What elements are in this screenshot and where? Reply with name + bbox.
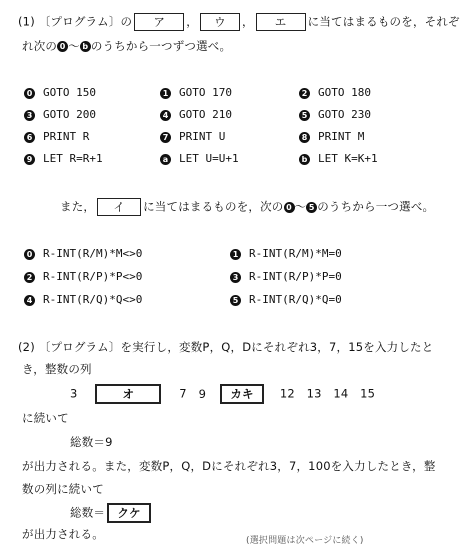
- choice-mark: 0: [284, 202, 295, 213]
- option-code: R-INT(R/Q)*Q=0: [249, 293, 342, 306]
- option-6: [24, 130, 89, 143]
- choice-mark: 1: [230, 249, 241, 260]
- option-code: PRINT U: [179, 130, 226, 143]
- option-1: [160, 86, 232, 99]
- choice-mark: 0: [57, 41, 68, 52]
- seq-number: 7: [179, 386, 187, 401]
- answer-box-o: オ: [95, 384, 161, 404]
- option-code: PRINT M: [318, 130, 365, 143]
- option-code: GOTO 180: [318, 86, 371, 99]
- option-code: GOTO 170: [179, 86, 232, 99]
- question-2-line-3: に続いて: [22, 411, 69, 425]
- option-code: R-INT(R/P)*P=0: [249, 270, 342, 283]
- option-code: GOTO 150: [43, 86, 96, 99]
- option-code: R-INT(R/Q)*Q<>0: [43, 293, 143, 306]
- choice-mark: 5: [306, 202, 317, 213]
- question-2-line-5: 数の列に続いて: [22, 482, 104, 496]
- option-i-2: [24, 270, 142, 283]
- question-number: (1): [18, 14, 35, 29]
- option-a: [160, 152, 239, 165]
- option-code: GOTO 200: [43, 108, 96, 121]
- answer-box-u: ウ: [200, 13, 240, 31]
- total-count-2: [70, 503, 153, 523]
- answer-box-i: イ: [97, 198, 141, 216]
- option-9: [24, 152, 103, 165]
- option-code: GOTO 210: [179, 108, 232, 121]
- option-code: LET R=R+1: [43, 152, 103, 165]
- question-2-line-1: [18, 339, 433, 355]
- option-i-3: [230, 270, 342, 283]
- integer-sequence: [70, 384, 375, 404]
- question-2-line-4: が出力される。また，変数P，Q，Dにそれぞれ3，7，100を入力したとき，整: [22, 459, 436, 473]
- choice-mark: a: [160, 154, 171, 165]
- text: また，: [60, 199, 96, 214]
- question-number: (2): [18, 340, 35, 354]
- option-code: GOTO 230: [318, 108, 371, 121]
- text: 〔プログラム〕を実行し，変数P，Q，Dにそれぞれ3，7，15を入力したと: [38, 340, 434, 354]
- option-i-5: [230, 293, 342, 306]
- answer-box-a: ア: [134, 13, 184, 31]
- choice-mark: 4: [160, 110, 171, 121]
- text: のうちから一つずつ選べ。: [90, 39, 232, 53]
- text: ～: [68, 39, 80, 53]
- option-code: R-INT(R/M)*M<>0: [43, 247, 143, 260]
- choice-mark: 1: [160, 88, 171, 99]
- option-0: [24, 86, 96, 99]
- text: に当てはまるものを，それぞ: [307, 14, 460, 29]
- question-1-line-3: [60, 198, 434, 216]
- answer-box-kaki: カキ: [220, 384, 264, 404]
- text: 総数＝: [70, 505, 106, 520]
- option-code: LET K=K+1: [318, 152, 378, 165]
- option-code: R-INT(R/P)*P<>0: [43, 270, 143, 283]
- choice-mark: 0: [24, 88, 35, 99]
- answer-box-kuke: クケ: [107, 503, 151, 523]
- seq-number: 3: [70, 386, 78, 401]
- choice-mark: 5: [299, 110, 310, 121]
- choice-mark: 3: [230, 272, 241, 283]
- choice-mark: 5: [230, 295, 241, 306]
- text: に当てはまるものを，次の: [143, 199, 284, 214]
- question-1-line-2: [22, 38, 231, 54]
- option-i-1: [230, 247, 342, 260]
- text: れ次の: [22, 39, 58, 53]
- choice-mark: b: [80, 41, 91, 52]
- seq-numbers: 12 13 14 15: [279, 386, 376, 401]
- question-2-line-2: き，整数の列: [22, 362, 92, 376]
- text: ，: [186, 14, 198, 29]
- option-code: R-INT(R/M)*M=0: [249, 247, 342, 260]
- choice-mark: b: [299, 154, 310, 165]
- option-i-4: [24, 293, 142, 306]
- choice-mark: 4: [24, 295, 35, 306]
- choice-mark: 8: [299, 132, 310, 143]
- choice-mark: 3: [24, 110, 35, 121]
- option-7: [160, 130, 225, 143]
- question-2-line-6: が出力される。: [22, 527, 104, 541]
- option-8: [299, 130, 364, 143]
- option-4: [160, 108, 232, 121]
- option-code: PRINT R: [43, 130, 90, 143]
- choice-mark: 2: [299, 88, 310, 99]
- page-continuation-note: (選択問題は次ページに続く): [246, 536, 364, 546]
- choice-mark: 9: [24, 154, 35, 165]
- text: ～: [294, 199, 307, 214]
- option-i-0: [24, 247, 142, 260]
- choice-mark: 6: [24, 132, 35, 143]
- text: 〔プログラム〕の: [38, 14, 133, 29]
- total-count-1: 総数＝9: [70, 435, 113, 449]
- choice-mark: 2: [24, 272, 35, 283]
- option-2: [299, 86, 371, 99]
- option-5: [299, 108, 371, 121]
- choice-mark: 0: [24, 249, 35, 260]
- text: ，: [241, 14, 254, 29]
- option-3: [24, 108, 96, 121]
- option-b: [299, 152, 378, 165]
- choice-mark: 7: [160, 132, 171, 143]
- text: のうちから一つ選べ。: [317, 199, 435, 214]
- answer-box-e: エ: [256, 13, 306, 31]
- seq-number: 9: [198, 386, 207, 401]
- option-code: LET U=U+1: [179, 152, 239, 165]
- question-1-line-1: [18, 13, 460, 31]
